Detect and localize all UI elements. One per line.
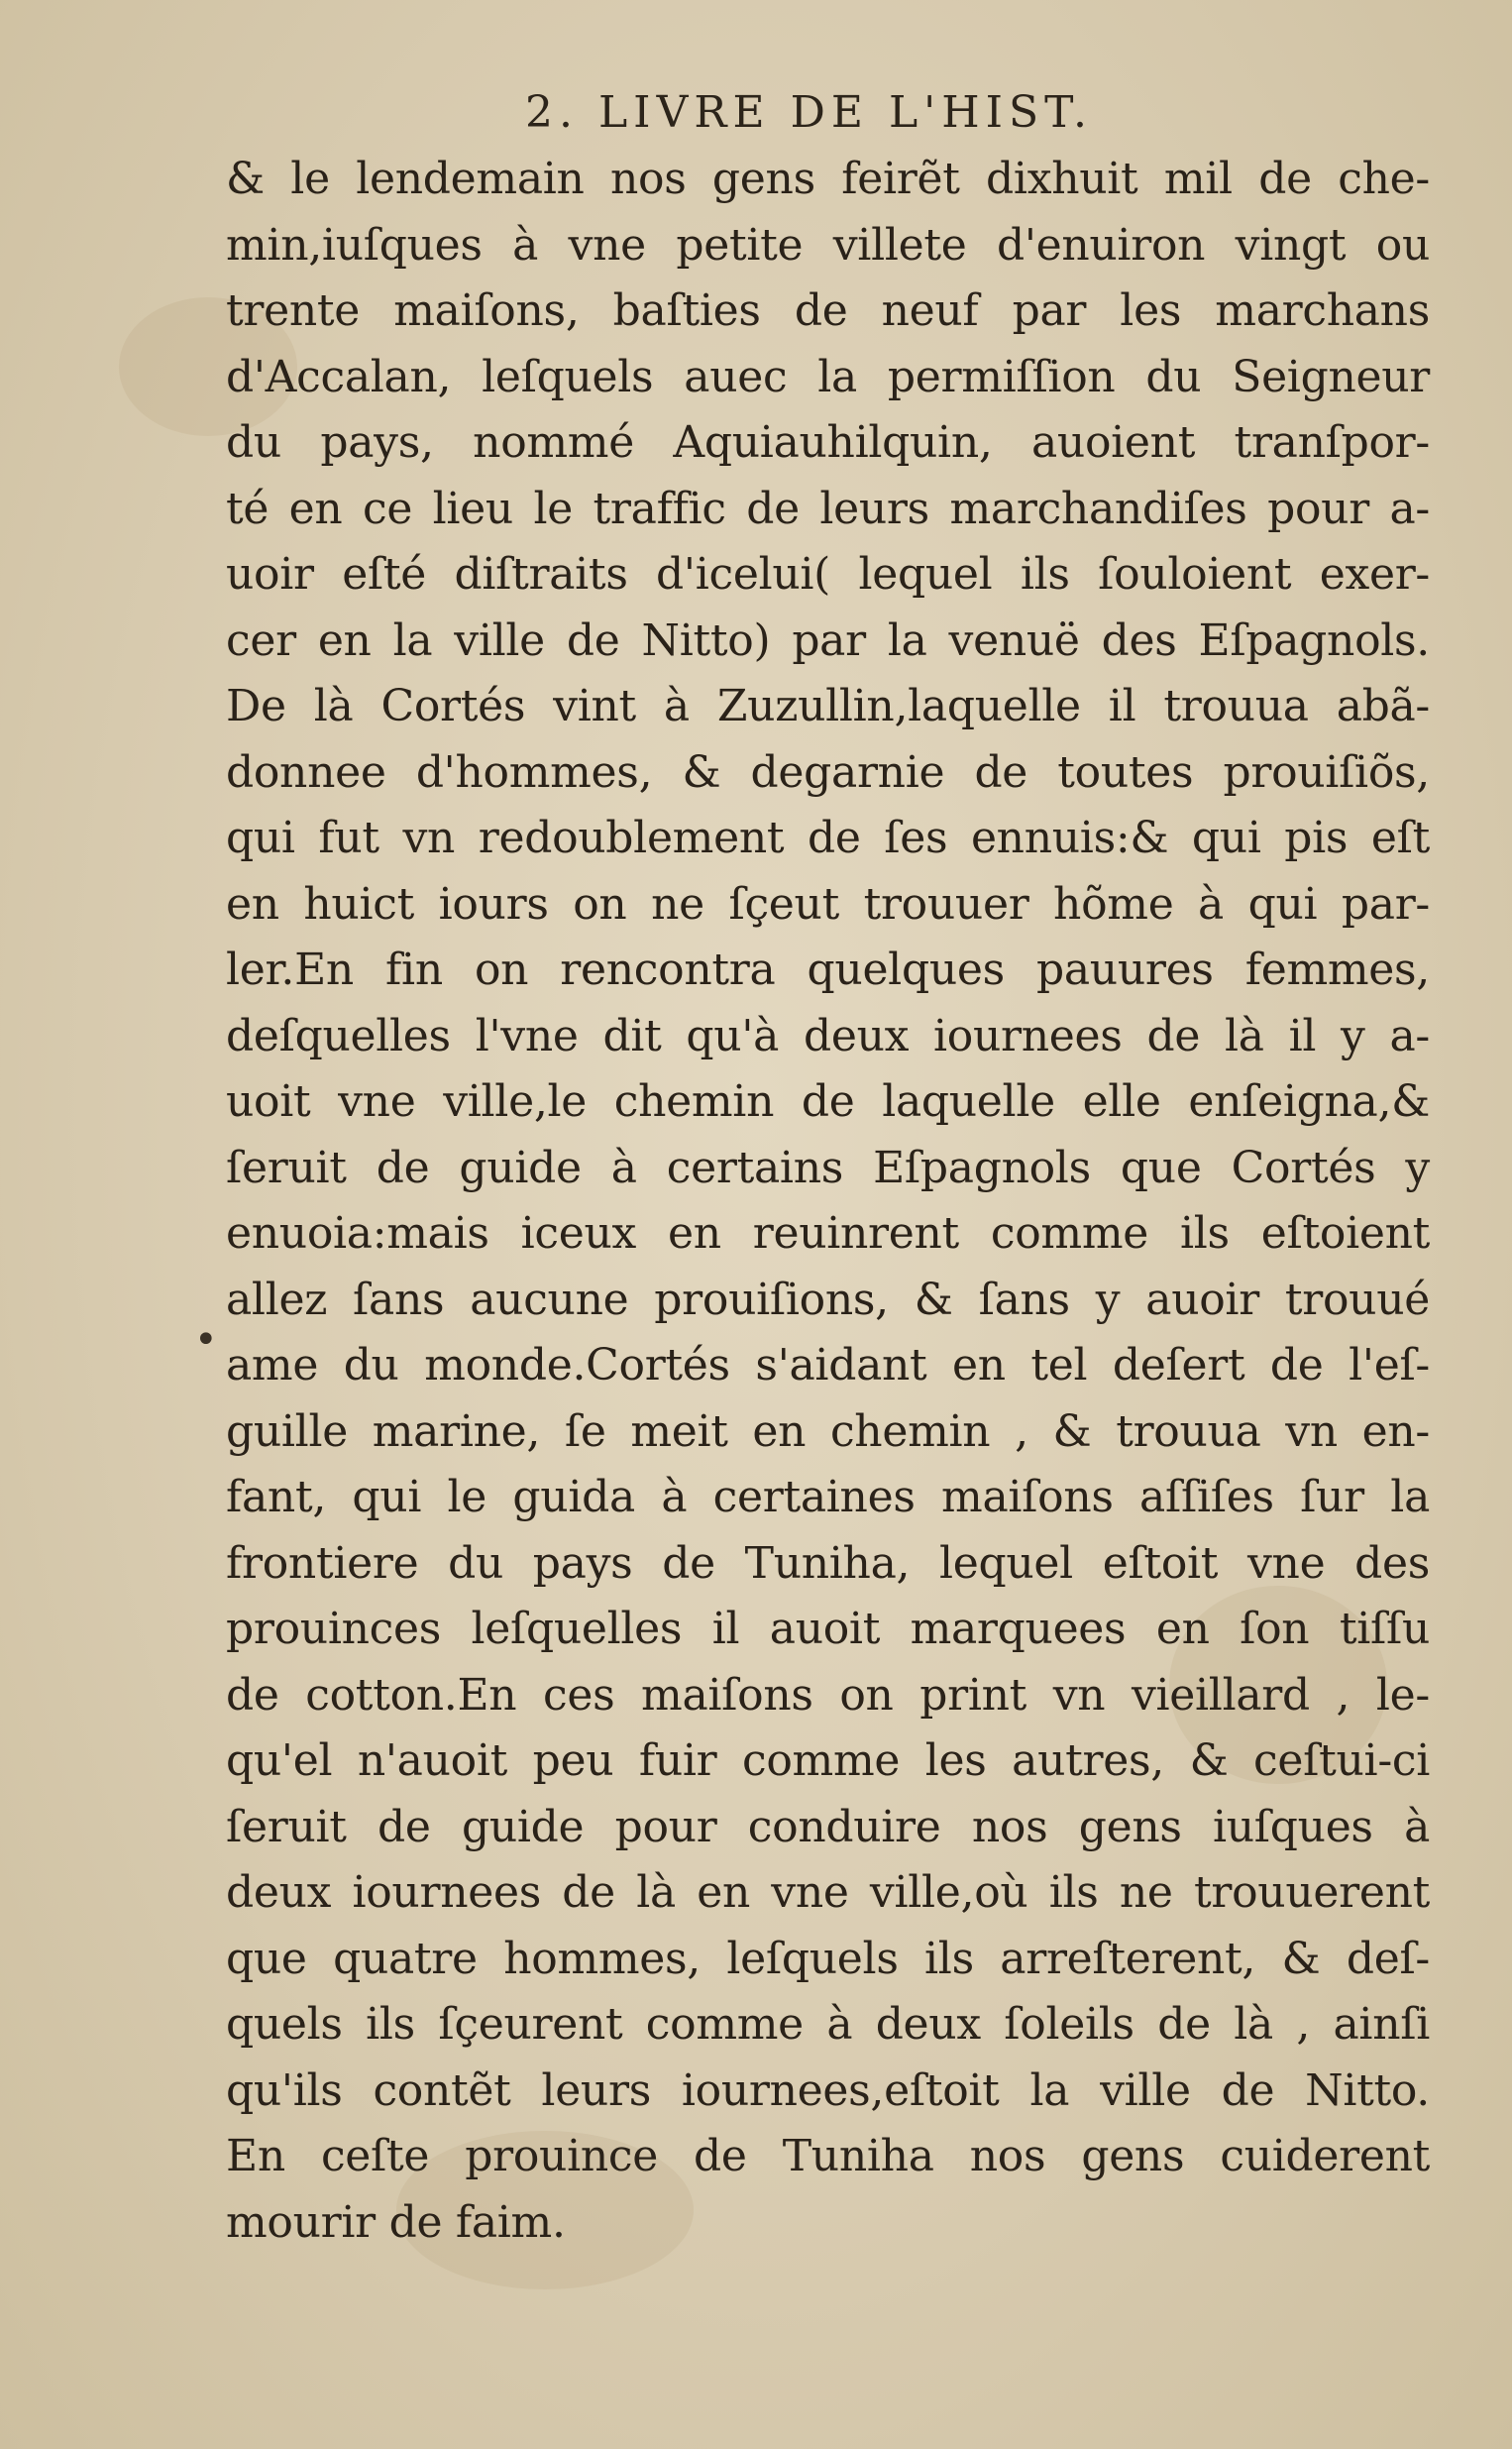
text-line: En ceſte prouince de Tuniha nos gens cuiderent <box>226 2131 1430 2181</box>
text-line: quels ils ſçeurent comme à deux ſoleils de là , ainſi <box>226 1999 1430 2050</box>
text-line: uoir eſté diſtraits d'icelui( lequel ils ſouloient exer- <box>226 549 1430 600</box>
text-line: guille marine, ſe meit en chemin , & trouua vn en- <box>226 1405 1430 1457</box>
text-line: donnee d'hommes, & degarnie de toutes prouiſiõs, <box>226 746 1430 798</box>
text-line: min,iuſques à vne petite villete d'enuiron vingt ou <box>226 219 1430 271</box>
text-line: que quatre hommes, leſquels ils arreſterent, & deſ- <box>226 1933 1430 1984</box>
text-line: deux iournees de là en vne ville,où ils ne trouuerent <box>226 1867 1430 1918</box>
running-head: 2. LIVRE DE L'HIST. <box>525 87 1094 138</box>
text-line: ler.En fin on rencontra quelques pauures femmes, <box>226 945 1430 995</box>
text-line: deſquelles l'vne dit qu'à deux iournees de là il y a- <box>226 1010 1430 1061</box>
text-line: qu'ils contẽt leurs iournees,eſtoit la ville de Nitto. <box>226 2064 1430 2116</box>
text-line: allez ſans aucune prouiſions, & ſans y auoir trouué <box>226 1274 1430 1325</box>
text-line: prouinces leſquelles il auoit marquees en ſon tiſſu <box>226 1604 1430 1654</box>
text-line: ſeruit de guide pour conduire nos gens iuſques à <box>226 1801 1430 1852</box>
body-text <box>226 147 1430 2256</box>
text-line: en huict iours on ne ſçeut trouuer hõme à qui par- <box>226 878 1430 930</box>
text-line: uoit vne ville,le chemin de laquelle elle enſeigna,& <box>226 1076 1430 1127</box>
text-line: trente maiſons, baſties de neuf par les marchans <box>226 285 1430 336</box>
text-line: De là Cortés vint à Zuzullin,laquelle il trouua abã- <box>226 681 1430 731</box>
text-line: d'Accalan, leſquels auec la permiſſion du Seigneur <box>226 351 1430 402</box>
margin-mark: • <box>194 1317 218 1363</box>
text-line: frontiere du pays de Tuniha, lequel eſtoit vne des <box>226 1537 1430 1589</box>
text-line: mourir de faim. <box>226 2196 566 2248</box>
text-line: cer en la ville de Nitto) par la venuë des Eſpagnols. <box>226 614 1430 666</box>
text-line: fant, qui le guida à certaines maiſons aſſiſes ſur la <box>226 1472 1430 1522</box>
text-line: ſeruit de guide à certains Eſpagnols que Cortés y <box>226 1142 1430 1193</box>
text-line: de cotton.En ces maiſons on print vn vieillard , le- <box>226 1669 1430 1721</box>
text-line: qui fut vn redoublement de ſes ennuis:& qui pis eſt <box>226 813 1430 863</box>
text-line: ame du monde.Cortés s'aidant en tel deſert de l'eſ- <box>226 1340 1430 1391</box>
text-line: du pays, nommé Aquiauhilquin, auoient tranſpor- <box>226 417 1430 468</box>
text-line: té en ce lieu le traffic de leurs marchandiſes pour a- <box>226 483 1430 534</box>
text-line: & le lendemain nos gens feirẽt dixhuit mil de che- <box>226 154 1430 204</box>
text-line: qu'el n'auoit peu fuir comme les autres, & ceſtui-ci <box>226 1735 1430 1786</box>
text-line: enuoia:mais iceux en reuinrent comme ils eſtoient <box>226 1208 1430 1259</box>
